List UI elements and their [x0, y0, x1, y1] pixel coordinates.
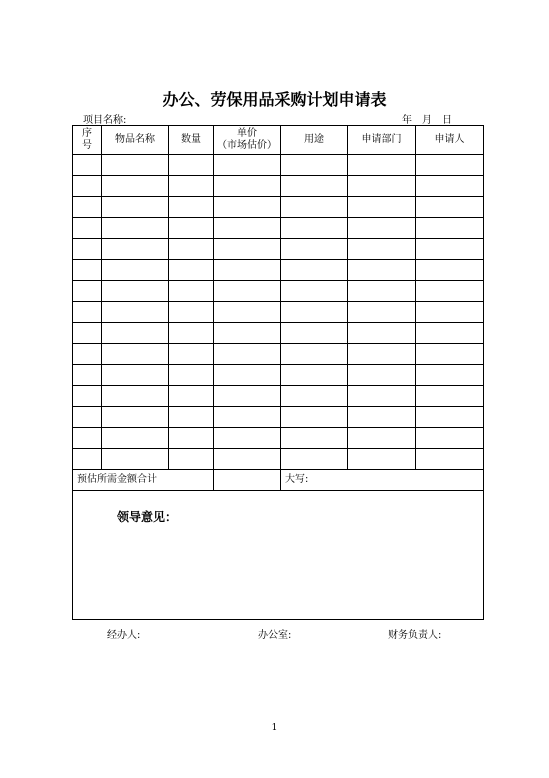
table-cell[interactable]	[73, 302, 102, 323]
table-cell[interactable]	[214, 281, 281, 302]
table-cell[interactable]	[214, 428, 281, 449]
page-number: 1	[271, 723, 278, 733]
purchase-request-table	[72, 125, 484, 620]
table-cell[interactable]	[348, 344, 416, 365]
table-cell[interactable]	[281, 302, 348, 323]
table-cell[interactable]	[214, 323, 281, 344]
table-cell[interactable]	[416, 407, 484, 428]
table-cell[interactable]	[281, 449, 348, 470]
form-title: 办公、劳保用品采购计划申请表	[162, 90, 387, 109]
table-cell[interactable]	[281, 155, 348, 176]
table-cell[interactable]	[348, 449, 416, 470]
seq-header-line2: 号	[82, 140, 92, 151]
finance-signature-label: 财务负责人:	[388, 630, 442, 641]
table-cell[interactable]	[281, 407, 348, 428]
table-cell[interactable]	[102, 407, 169, 428]
table-cell[interactable]	[73, 239, 102, 260]
table-cell[interactable]	[73, 281, 102, 302]
handler-signature-label: 经办人:	[107, 630, 141, 641]
opinion-row	[73, 491, 484, 620]
table-cell[interactable]	[169, 218, 214, 239]
table-cell[interactable]	[102, 428, 169, 449]
column-header-seq	[73, 126, 102, 155]
table-cell[interactable]	[102, 218, 169, 239]
table-cell[interactable]	[348, 302, 416, 323]
table-cell[interactable]	[169, 386, 214, 407]
table-cell[interactable]	[73, 386, 102, 407]
seq-header-line1: 序	[82, 128, 92, 139]
table-cell[interactable]	[416, 302, 484, 323]
table-cell[interactable]	[102, 197, 169, 218]
table-cell[interactable]	[102, 239, 169, 260]
table-cell[interactable]	[169, 260, 214, 281]
table-cell[interactable]	[214, 386, 281, 407]
table-cell[interactable]	[102, 365, 169, 386]
table-row	[73, 218, 484, 239]
table-cell[interactable]	[73, 428, 102, 449]
column-header-quantity: 数量	[169, 126, 214, 155]
column-header-unit-price	[214, 126, 281, 155]
total-amount-cell[interactable]	[214, 470, 281, 491]
table-cell[interactable]	[281, 281, 348, 302]
leadership-opinion-label: 领导意见：	[117, 510, 178, 524]
table-cell[interactable]	[348, 365, 416, 386]
table-cell[interactable]	[169, 428, 214, 449]
table-cell[interactable]	[73, 197, 102, 218]
table-cell[interactable]	[348, 239, 416, 260]
table-cell[interactable]	[169, 344, 214, 365]
table-cell[interactable]	[73, 344, 102, 365]
table-cell[interactable]	[102, 302, 169, 323]
table-cell[interactable]	[73, 218, 102, 239]
table-cell[interactable]	[416, 218, 484, 239]
table-cell[interactable]	[169, 155, 214, 176]
table-row	[73, 344, 484, 365]
table-row	[73, 197, 484, 218]
header-row	[73, 126, 484, 155]
table-cell[interactable]	[348, 281, 416, 302]
table-cell[interactable]	[416, 155, 484, 176]
table-cell[interactable]	[214, 302, 281, 323]
table-cell[interactable]	[169, 197, 214, 218]
table-cell[interactable]	[73, 260, 102, 281]
table-row	[73, 386, 484, 407]
table-row	[73, 365, 484, 386]
table-cell[interactable]	[73, 365, 102, 386]
table-cell[interactable]	[348, 218, 416, 239]
table-cell[interactable]	[281, 323, 348, 344]
table-cell[interactable]	[73, 323, 102, 344]
table-cell[interactable]	[348, 323, 416, 344]
table-row	[73, 176, 484, 197]
office-signature-label: 办公室:	[258, 630, 292, 641]
date-label: 年 月 日	[402, 115, 452, 126]
table-cell[interactable]	[214, 155, 281, 176]
table-row	[73, 407, 484, 428]
table-row	[73, 323, 484, 344]
table-cell[interactable]	[214, 344, 281, 365]
table-cell[interactable]	[416, 323, 484, 344]
table-cell[interactable]	[348, 407, 416, 428]
table-cell[interactable]	[416, 344, 484, 365]
table-cell[interactable]	[214, 260, 281, 281]
table-cell[interactable]	[169, 323, 214, 344]
project-name-label: 项目名称:	[83, 115, 127, 126]
table-row	[73, 155, 484, 176]
table-cell[interactable]	[281, 344, 348, 365]
table-cell[interactable]	[416, 260, 484, 281]
table-row	[73, 260, 484, 281]
table-cell[interactable]	[416, 197, 484, 218]
table-cell[interactable]	[102, 323, 169, 344]
table-cell[interactable]	[214, 407, 281, 428]
table-cell[interactable]	[169, 302, 214, 323]
table-cell[interactable]	[281, 386, 348, 407]
table-cell[interactable]	[214, 218, 281, 239]
table-cell[interactable]	[73, 407, 102, 428]
table-cell[interactable]	[348, 176, 416, 197]
table-cell[interactable]	[214, 176, 281, 197]
table-cell[interactable]	[169, 449, 214, 470]
table-cell[interactable]	[214, 449, 281, 470]
table-row	[73, 428, 484, 449]
table-cell[interactable]	[102, 344, 169, 365]
table-cell[interactable]	[73, 176, 102, 197]
table-cell[interactable]	[348, 428, 416, 449]
table-cell[interactable]	[73, 155, 102, 176]
table-cell[interactable]	[281, 176, 348, 197]
table-row	[73, 449, 484, 470]
table-cell[interactable]	[281, 239, 348, 260]
table-cell[interactable]	[348, 155, 416, 176]
table-cell[interactable]	[102, 386, 169, 407]
table-row	[73, 302, 484, 323]
table-cell[interactable]	[73, 449, 102, 470]
uppercase-amount-label: 大写:	[281, 470, 484, 491]
table-cell[interactable]	[169, 281, 214, 302]
table-cell[interactable]	[102, 281, 169, 302]
total-amount-label: 预估所需金额合计	[73, 470, 214, 491]
column-header-purpose: 用途	[281, 126, 348, 155]
table-row	[73, 281, 484, 302]
table-cell[interactable]	[416, 386, 484, 407]
table-cell[interactable]	[416, 365, 484, 386]
column-header-department: 申请部门	[348, 126, 416, 155]
table-cell[interactable]	[102, 449, 169, 470]
table-cell[interactable]	[102, 176, 169, 197]
table-cell[interactable]	[214, 365, 281, 386]
table-cell[interactable]	[348, 386, 416, 407]
table-cell[interactable]	[214, 239, 281, 260]
leadership-opinion-cell[interactable]	[73, 491, 484, 620]
table-cell[interactable]	[169, 407, 214, 428]
unit-price-header-line2: （市场估价）	[217, 140, 277, 151]
unit-price-header-line1: 单价	[237, 128, 257, 139]
column-header-item-name: 物品名称	[102, 126, 169, 155]
table-cell[interactable]	[281, 260, 348, 281]
table-cell[interactable]	[169, 365, 214, 386]
table-cell[interactable]	[416, 176, 484, 197]
table-cell[interactable]	[214, 197, 281, 218]
column-header-applicant: 申请人	[416, 126, 484, 155]
table-cell[interactable]	[281, 365, 348, 386]
table-cell[interactable]	[416, 281, 484, 302]
table-cell[interactable]	[348, 260, 416, 281]
table-cell[interactable]	[281, 218, 348, 239]
table-cell[interactable]	[281, 197, 348, 218]
table-cell[interactable]	[416, 239, 484, 260]
table-cell[interactable]	[416, 428, 484, 449]
total-row	[73, 470, 484, 491]
table-cell[interactable]	[416, 449, 484, 470]
table-row	[73, 239, 484, 260]
table-cell[interactable]	[281, 428, 348, 449]
table-cell[interactable]	[102, 260, 169, 281]
table-cell[interactable]	[169, 239, 214, 260]
table-cell[interactable]	[102, 155, 169, 176]
table-cell[interactable]	[169, 176, 214, 197]
table-cell[interactable]	[348, 197, 416, 218]
